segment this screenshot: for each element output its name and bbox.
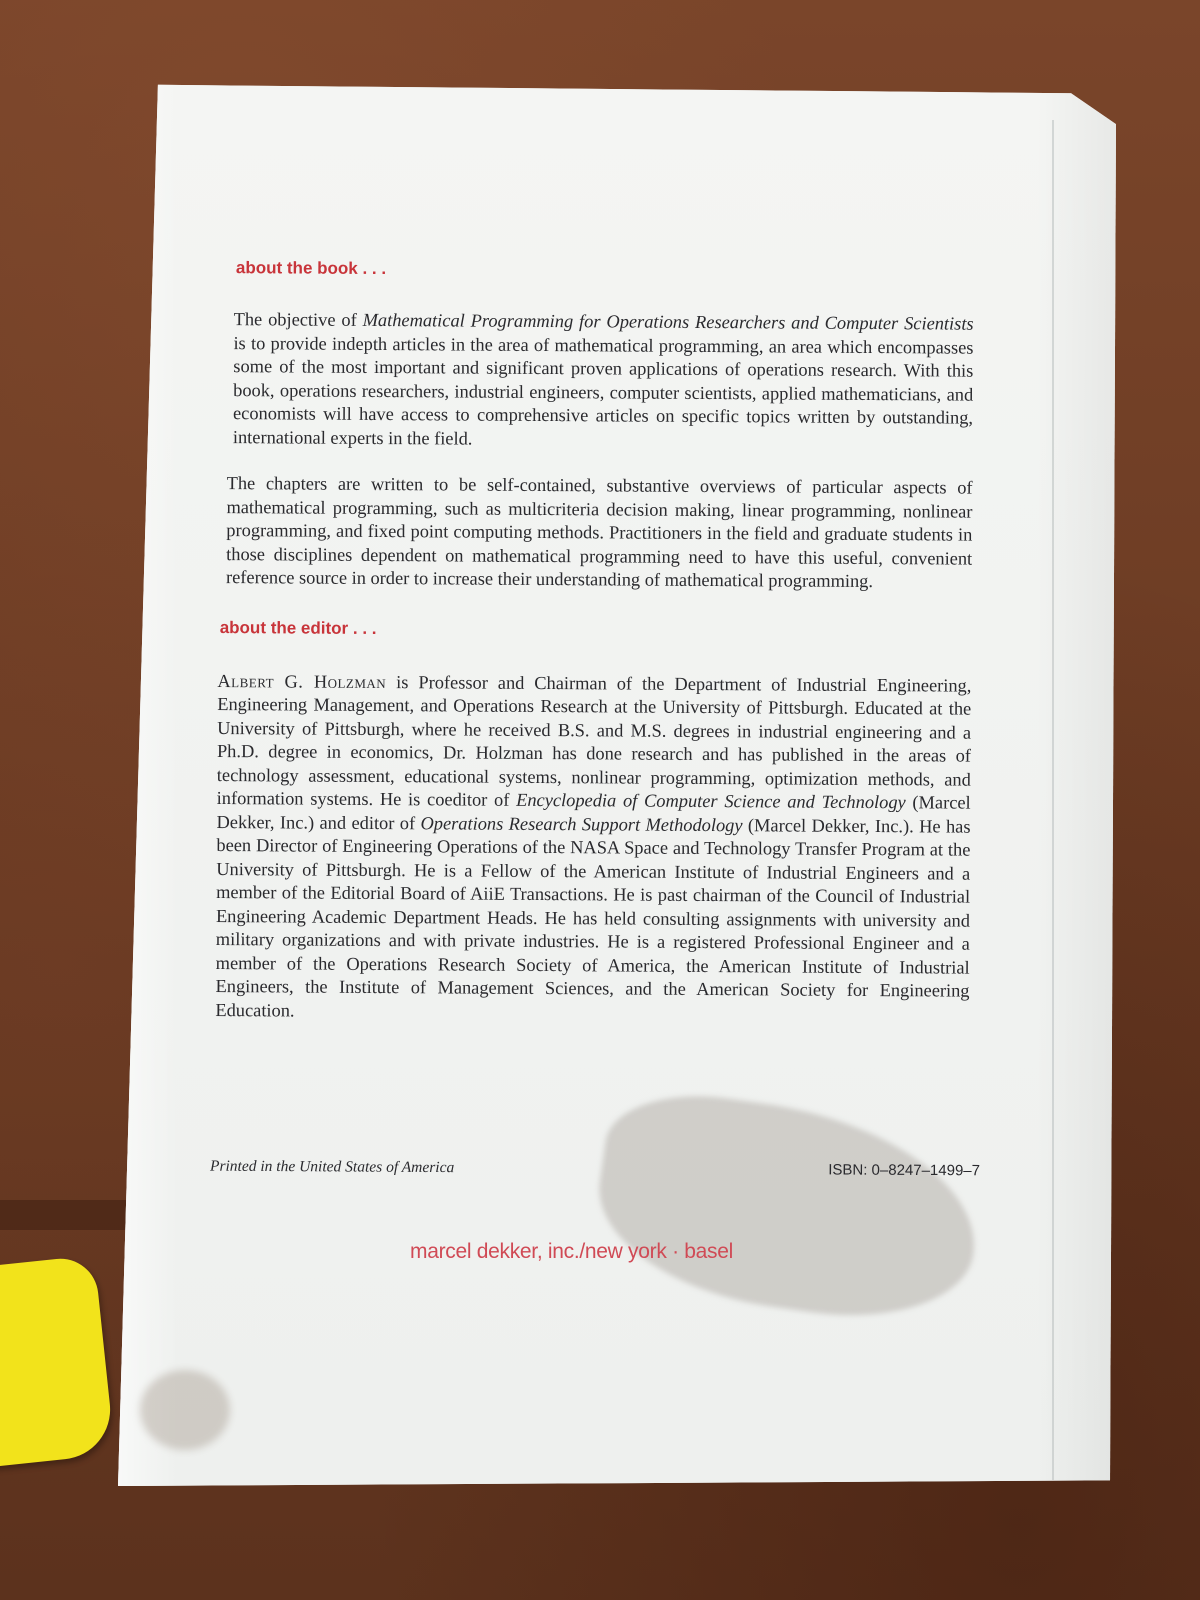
p1-rest: is to provide indepth articles in the area of mathematical programming, an area which encompasses some of the most important and significant proven applications of operations research. With this book, operations researchers, industrial engineers, computer scientists, applied mathematicians, and economists will have access to comprehensive articles on specific topics written by outstanding, international experts in the field. xyxy=(232,332,974,449)
printed-in-usa: Printed in the United States of America xyxy=(209,1157,455,1177)
footer-row xyxy=(210,1158,980,1187)
about-book-paragraph-2: The chapters are written to be self-contained, substantive overviews of particular aspects of mathematical programming, such as multicriteria decision making, linear programming, nonlinear programming, and fixed point computing methods. Practitioners in the field and graduate students in those disciplines dependent on mathematical programming need to have this useful, convenient reference source in order to increase their understanding of mathematical programming. xyxy=(225,473,973,592)
bio-part-2: (Marcel Dekker, Inc.) and editor of xyxy=(216,792,971,833)
spine-edge xyxy=(1052,120,1054,1480)
about-book-heading: about the book . . . xyxy=(235,258,387,279)
about-book-paragraph-1 xyxy=(233,308,974,454)
yellow-sticky-tab xyxy=(0,1255,115,1469)
book-title: Mathematical Programming for Operations Researchers and Computer Scientists xyxy=(362,309,974,334)
p1-lead: The objective of xyxy=(233,309,363,330)
bio-part-1: is Professor and Chairman of the Department of Industrial Engineering, Engineering Management, and Operations Research at the University of Pittsburgh. Educated at the University of Pittsburgh, where he received B.S. and M.S. degrees in industrial engineering and a Ph.D. degree in economics, Dr. Holzman has done research and has published in the areas of technology assessment, educational systems, nonlinear programming, optimization methods, and information systems. He is coeditor of xyxy=(216,671,972,810)
about-editor-heading: about the editor . . . xyxy=(219,617,377,638)
bio-title-1: Encyclopedia of Computer Science and Technology xyxy=(516,789,906,813)
isbn-number: ISBN: 0–8247–1499–7 xyxy=(828,1161,981,1180)
bio-part-3: (Marcel Dekker, Inc.). He has been Director of Engineering Operations of the NASA Space and Technology Transfer Program at the University of Pittsburgh. He is a Fellow of the American Institute of Industrial Engineers and a member of the Editorial Board of AiiE Transactions. He is past chairman of the Council of Industrial Engineering Academic Department Heads. He has held consulting assignments with university and military organizations and with private industries. He is a registered Professional Engineer and a member of the Operations Research Society of America, the American Institute of Industrial Engineers, the Institute of Management Sciences, and the American Society for Engineering Education. xyxy=(215,814,971,1021)
about-editor-paragraph xyxy=(215,670,971,1027)
cover-scuff xyxy=(140,1370,230,1450)
bio-title-2: Operations Research Support Methodology xyxy=(420,812,743,835)
publisher-imprint: marcel dekker, inc./new york · basel xyxy=(410,1240,733,1263)
editor-name: Albert G. Holzman xyxy=(217,670,387,692)
cover-text-block xyxy=(209,258,974,1027)
